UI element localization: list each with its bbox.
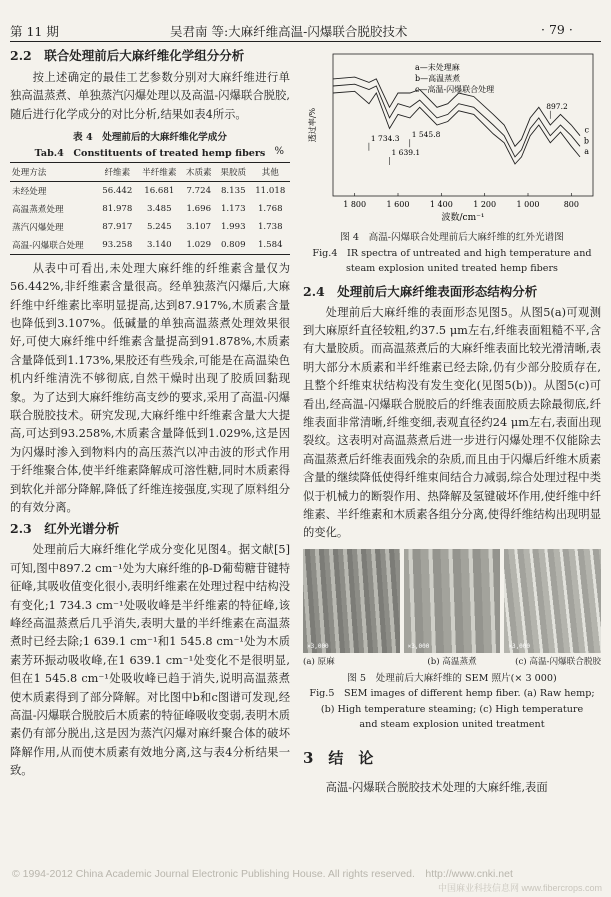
- x-tick-label: 1 600: [386, 200, 410, 209]
- figure-5-caption-cn: 图 5 处理前后大麻纤维的 SEM 照片(× 3 000): [347, 672, 557, 684]
- table-row: [10, 181, 290, 200]
- sem-label-b: (b) 高温蒸煮: [427, 656, 477, 667]
- figure-4-caption-cn: 图 4 高温-闪爆联合处理前后大麻纤维的红外光谱图: [340, 232, 564, 243]
- table-cell: 未经处理: [12, 186, 47, 197]
- table-cell: 高温蒸煮处理: [12, 204, 64, 215]
- section-3-text: 高温-闪爆联合脱胶技术处理的大麻纤维,表面: [325, 780, 548, 794]
- series-label-a: a: [584, 146, 589, 156]
- table-cell: 1.696: [186, 203, 212, 214]
- table-4-grid: [10, 163, 290, 254]
- figure-5-caption-en-1: Fig.5 SEM images of different hemp fiber. (a) Raw hemp;: [309, 688, 595, 700]
- table-cell: 8.135: [220, 185, 246, 196]
- table-cell: 5.245: [146, 221, 172, 232]
- issue-number: 第 11 期: [10, 24, 59, 39]
- y-axis-label: 透过率/%: [308, 107, 317, 143]
- table-cell: 蒸汽闪爆处理: [12, 222, 64, 233]
- series-label-c: c: [584, 125, 589, 135]
- table-row: [10, 236, 290, 254]
- table-cell: 0.809: [220, 239, 246, 250]
- peak-label: 897.2: [546, 101, 568, 111]
- plot-frame: [333, 54, 593, 196]
- sem-image-raw-hemp: ×3,000: [303, 549, 400, 653]
- section-2-3-title: 2.3 红外光谱分析: [10, 521, 120, 537]
- section-2-4-title: 2.4 处理前后大麻纤维表面形态结构分析: [303, 283, 538, 299]
- section-2-3-text: 处理前后大麻纤维化学成分变化见图4。据文献[5]可知,图中897.2 cm⁻¹处为大麻纤维的β-D葡萄糖苷键特征峰,其吸收值变化很小,表明纤维素在处理过程中结构没有变化;1 734.3 cm⁻¹处吸收峰是半纤维素的特征峰,该峰经高温蒸煮后几乎消失,表明大量的半纤维素在高温蒸煮时已经去除;1 639.1 cm⁻¹和1 545.8 cm⁻¹处为木质素芳环振动吸收峰,在1 639.1 cm⁻¹处变化不是很明显,但在1 545.8 cm⁻¹处吸收峰已趋于消失,说明高温蒸煮使木质素得到了部分降解。对比图中b和c图谱可发现,经高温-闪爆联合脱胶后木质素的特征峰吸收变弱,表明木质素仍有部分脱出,这是因为蒸汽闪爆对麻纤聚合体的破坏降解作用,从而使木质素有效地分离,这与表4分析结果一致。: [10, 543, 290, 778]
- table-cell: 3.140: [146, 239, 172, 250]
- site-watermark: 中国麻业科技信息网 www.fibercrops.com: [438, 883, 603, 893]
- table-4-unit: %: [274, 145, 284, 157]
- header-rule: [10, 41, 601, 42]
- series-label-b: b: [583, 136, 589, 146]
- figure-5-caption-en-2: (b) High temperature steaming; (c) High temperature: [320, 703, 584, 715]
- legend-entry: c—高温-闪爆联合处理: [415, 85, 495, 94]
- table-4-caption-en: Tab.4 Constituents of treated hemp fibers: [34, 147, 266, 159]
- section-2-2-title: 2.2 联合处理前后大麻纤维化学组分分析: [10, 48, 245, 63]
- table-cell: 1.029: [186, 239, 212, 250]
- table-cell: 56.442: [102, 185, 133, 196]
- peak-label: 1 734.3: [370, 133, 400, 143]
- peak-label: 1 639.1: [391, 147, 421, 157]
- table-cell: 1.173: [220, 203, 246, 214]
- table-cell: 1.993: [220, 221, 246, 232]
- x-tick-label: 1 400: [429, 200, 453, 209]
- left-column: [10, 47, 290, 781]
- page-number: · 79 ·: [541, 22, 573, 37]
- peak-label: 1 545.8: [411, 130, 441, 140]
- ir-spectrum-chart: [303, 48, 601, 224]
- figure-4: [303, 48, 601, 277]
- table-cell: 7.724: [186, 185, 212, 196]
- section-2-2-text: 按上述确定的最佳工艺参数分别对大麻纤维进行单独高温蒸煮、单独蒸汽闪爆处理以及高温-闪爆联合脱胶,随后进行化学成分的对比分析,结果如表4所示。: [10, 71, 290, 121]
- sem-label-a: (a) 原麻: [303, 656, 335, 667]
- table-cell: 81.978: [102, 203, 133, 214]
- x-tick-label: 800: [563, 200, 579, 209]
- copyright-notice: © 1994-2012 China Academic Journal Electronic Publishing House. All rights reserved. http://www.cnki.net: [12, 868, 513, 880]
- figure-5: [303, 549, 601, 733]
- table-row: [10, 218, 290, 236]
- table-4-header-4: 果胶质: [216, 163, 251, 182]
- table-4-header-0: 处理方法: [10, 163, 98, 182]
- table-row: [10, 200, 290, 218]
- x-tick-label: 1 000: [516, 200, 540, 209]
- series-line-a: [333, 91, 580, 164]
- table-4-header-2: 半纤维素: [137, 163, 181, 182]
- section-3-title: 3 结 论: [303, 748, 374, 767]
- table-cell: 3.107: [186, 221, 212, 232]
- table-cell: 93.258: [102, 239, 133, 250]
- analysis-text: 从表中可看出,未处理大麻纤维的纤维素含量仅为56.442%,非纤维素含量很高。经单独蒸汽闪爆后,大麻纤维中纤维素比率明显提高,达到87.917%,木质素含量也降低到3.107%。低碱量的单独高温蒸煮处理效果很好,可使大麻纤维中纤维素含量提高到91.878%,木质素含量降低到1.173%,果胶还有些残余,可能是在高温染色机内纤维清洗不够彻底,自然干燥时出现了胶质回黏现象。为了达到大麻纤维纺高支纱的要求,采用了高温-闪爆联合脱胶技术。研究发现,大麻纤维中纤维素含量大大提高,可达到93.258%,木质素含量降低到1.029%,这是因为闪爆时渗入到物料内的高压蒸汽以冲击波的形式作用于纤维聚合体,使半纤维素降解成可溶性糖,同时木质素得到软化并部分降解,降低了纤维连接强度,实现了原料组分的有效分离。: [10, 261, 290, 514]
- legend-entry: a—未处理麻: [415, 63, 460, 72]
- right-column: [303, 48, 601, 797]
- legend-entry: b—高温蒸煮: [415, 74, 461, 83]
- running-title: 吴君南 等:大麻纤维高温-闪爆联合脱胶技术: [170, 24, 408, 39]
- table-cell: 11.018: [255, 185, 286, 196]
- x-tick-label: 1 200: [473, 200, 497, 209]
- table-4-header-3: 木质素: [182, 163, 217, 182]
- sem-label-c: (c) 高温-闪爆联合脱胶: [515, 656, 602, 667]
- table-cell: 3.485: [146, 203, 172, 214]
- table-cell: 高温-闪爆联合处理: [12, 240, 84, 251]
- sem-image-united-treatment: ×3,000: [504, 549, 601, 653]
- table-4: [10, 130, 290, 255]
- section-2-4-text: 处理前后大麻纤维的表面形态见图5。从图5(a)可观测到大麻原纤直径较粗,约37.5 μm左右,纤维表面粗糙不平,含有大量胶质。而高温蒸煮后的大麻纤维表面比较光滑清晰,表明大部分木质素和半纤维素已经去除,仍有少部分胶质存在,且整个纤维束状结构没有发生变化(见图5(b))。从图5(c)可看出,经高温-闪爆联合脱胶后的纤维表面胶质去除最彻底,纤维表面非常清晰,纤维变细,表观直径约24 μm左右,表面出现裂纹。这表明对高温蒸煮后进一步进行闪爆处理不仅能除去高温蒸煮后纤维表面残余的杂质,而且由于闪爆后纤维木质素含量的继续降低使得纤维束间结合力减弱,综合处理过程中类似于机械力的断裂作用、热降解及氢键破坏作用,使纤维中纤维素、半纤维素和木质素各组分分离,使得纤维结构出现明显的变化。: [303, 305, 601, 540]
- x-tick-label: 1 800: [343, 200, 367, 209]
- table-4-header-1: 纤维素: [98, 163, 137, 182]
- table-cell: 1.738: [257, 221, 283, 232]
- sem-image-steaming: ×3,000: [404, 549, 501, 653]
- table-cell: 16.681: [144, 185, 175, 196]
- figure-4-caption-en: Fig.4 IR spectra of untreated and high temperature and steam explosion united treated hemp fibers: [312, 247, 592, 274]
- table-cell: 1.768: [257, 203, 283, 214]
- table-cell: 87.917: [102, 221, 133, 232]
- x-axis-label: 波数/cm⁻¹: [441, 213, 485, 223]
- table-4-header-5: 其他: [251, 163, 290, 182]
- table-4-caption-cn: 表 4 处理前后的大麻纤维化学成分: [73, 132, 227, 144]
- figure-5-caption-en-3: and steam explosion united treatment: [359, 719, 545, 731]
- table-cell: 1.584: [257, 239, 283, 250]
